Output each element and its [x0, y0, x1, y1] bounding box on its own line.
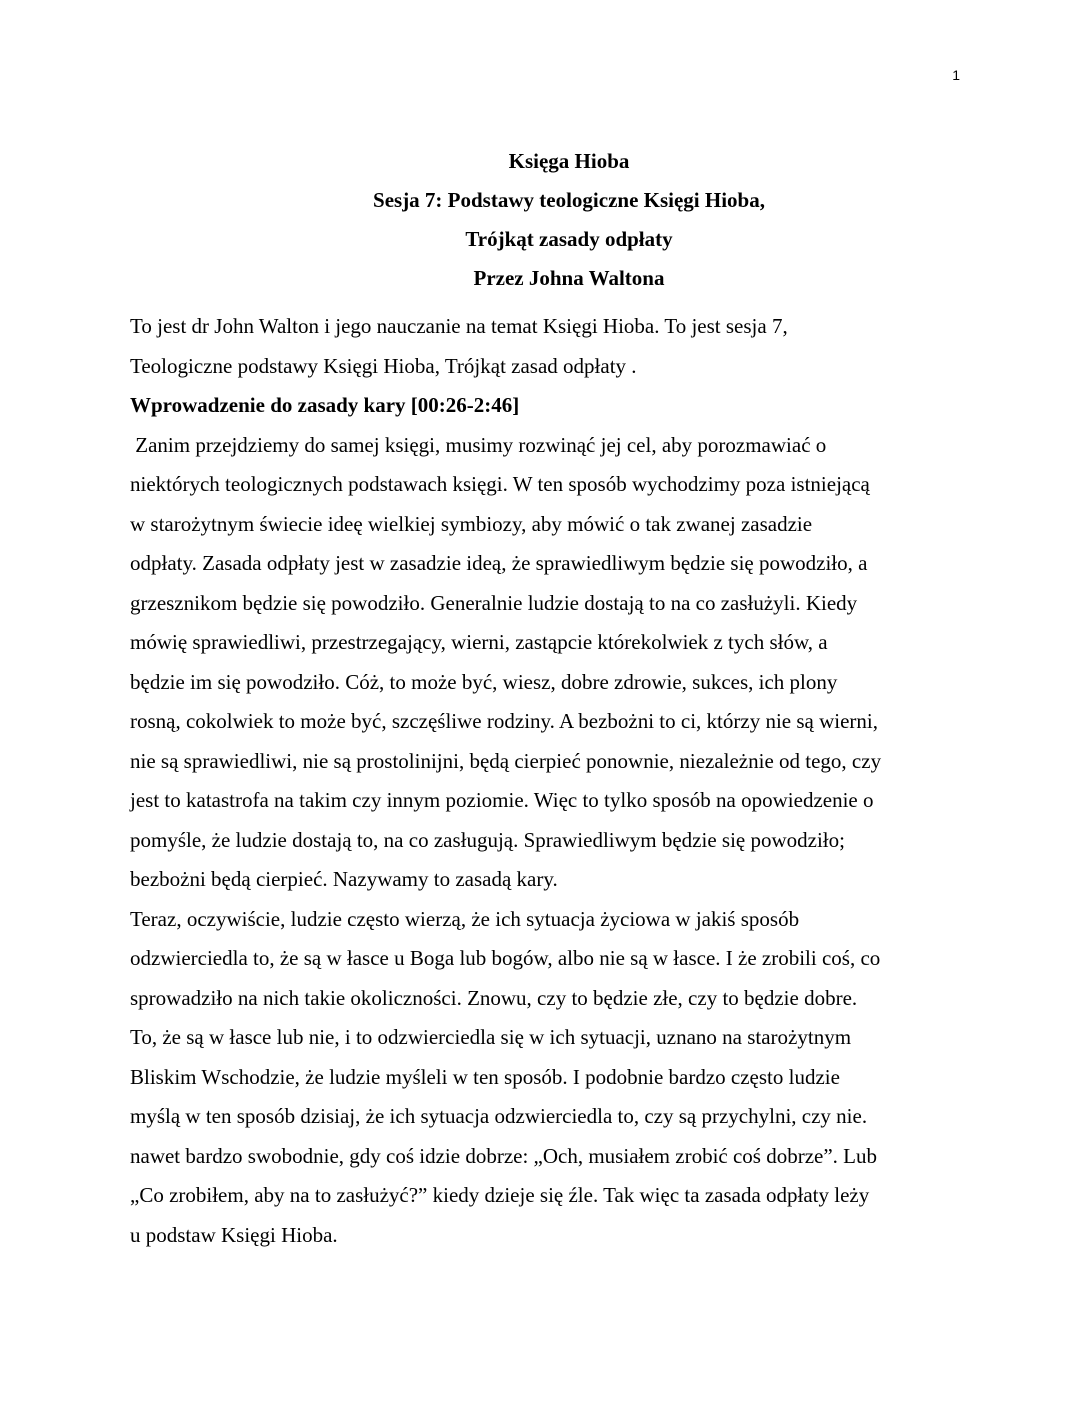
paragraph-line: odpłaty. Zasada odpłaty jest w zasadzie ideą, że sprawiedliwym będzie się powodziło, a	[130, 551, 868, 575]
session-title: Sesja 7: Podstawy teologiczne Księgi Hioba,	[373, 188, 765, 212]
paragraph-line: grzesznikom będzie się powodziło. Generalnie ludzie dostają to na co zasłużyli. Kiedy	[130, 590, 858, 615]
title-block	[0, 142, 1088, 298]
paragraph-line: Zanim przejdziemy do samej księgi, musimy rozwinąć jej cel, aby porozmawiać o	[130, 432, 827, 457]
paragraph-line: rosną, cokolwiek to może być, szczęśliwe rodziny. A bezbożni to ci, którzy nie są wierni,	[130, 709, 878, 733]
paragraph-line: Teraz, oczywiście, ludzie często wierzą, że ich sytuacja życiowa w jakiś sposób	[130, 906, 800, 931]
paragraph-line: u podstaw Księgi Hioba.	[130, 1222, 338, 1247]
intro-line: To jest dr John Walton i jego nauczanie na temat Księgi Hioba. To jest sesja 7,	[130, 314, 788, 338]
session-subtitle: Trójkąt zasady odpłaty	[465, 227, 673, 251]
paragraph-line: będzie im się powodziło. Cóż, to może być, wiesz, dobre zdrowie, sukces, ich plony	[130, 669, 838, 694]
paragraph-line: sprowadziło na nich takie okoliczności. Znowu, czy to będzie złe, czy to będzie dobre.	[130, 985, 858, 1010]
paragraph-2	[130, 900, 962, 1256]
section-heading: Wprowadzenie do zasady kary [00:26-2:46]	[130, 393, 520, 417]
paragraph-line: To, że są w łasce lub nie, i to odzwierciedla się w ich sytuacji, uznano na starożytnym	[130, 1025, 852, 1049]
paragraph-line: w starożytnym świecie ideę wielkiej symbiozy, aby mówić o tak zwanej zasadzie	[130, 511, 813, 536]
paragraph-line: mówię sprawiedliwi, przestrzegający, wierni, zastąpcie którekolwiek z tych słów, a	[130, 630, 828, 654]
paragraph-line: niektórych teologicznych podstawach księgi. W ten sposób wychodzimy poza istniejącą	[130, 472, 870, 496]
paragraph-line: myślą w ten sposób dzisiaj, że ich sytuacja odzwierciedla to, czy są przychylni, czy nie.	[130, 1104, 868, 1128]
author-line: Przez Johna Waltona	[473, 266, 665, 290]
paragraph-line: „Co zrobiłem, aby na to zasłużyć?” kiedy dzieje się źle. Tak więc ta zasada odpłaty leży	[130, 1183, 870, 1207]
intro-line: Teologiczne podstawy Księgi Hioba, Trójkąt zasad odpłaty .	[130, 353, 637, 378]
body-text	[130, 307, 962, 1255]
paragraph-line: nie są sprawiedliwi, nie są prostolinijni, będą cierpieć ponownie, niezależnie od tego, czy	[130, 748, 882, 773]
page-number: 1	[952, 67, 960, 83]
paragraph-line: jest to katastrofa na takim czy innym poziomie. Więc to tylko sposób na opowiedzenie o	[130, 788, 874, 812]
paragraph-line: bezbożni będą cierpieć. Nazywamy to zasadą kary.	[130, 867, 558, 891]
book-title: Księga Hioba	[508, 149, 630, 173]
paragraph-1	[130, 426, 962, 900]
paragraph-line: odzwierciedla to, że są w łasce u Boga lub bogów, albo nie są w łasce. I że zrobili coś, co	[130, 946, 881, 970]
paragraph-line: pomyśle, że ludzie dostają to, na co zasługują. Sprawiedliwym będzie się powodziło;	[130, 827, 845, 852]
paragraph-line: Bliskim Wschodzie, że ludzie myśleli w ten sposób. I podobnie bardzo często ludzie	[130, 1064, 840, 1089]
paragraph-line: nawet bardzo swobodnie, gdy coś idzie dobrze: „Och, musiałem zrobić coś dobrze”. Lub	[130, 1143, 877, 1168]
